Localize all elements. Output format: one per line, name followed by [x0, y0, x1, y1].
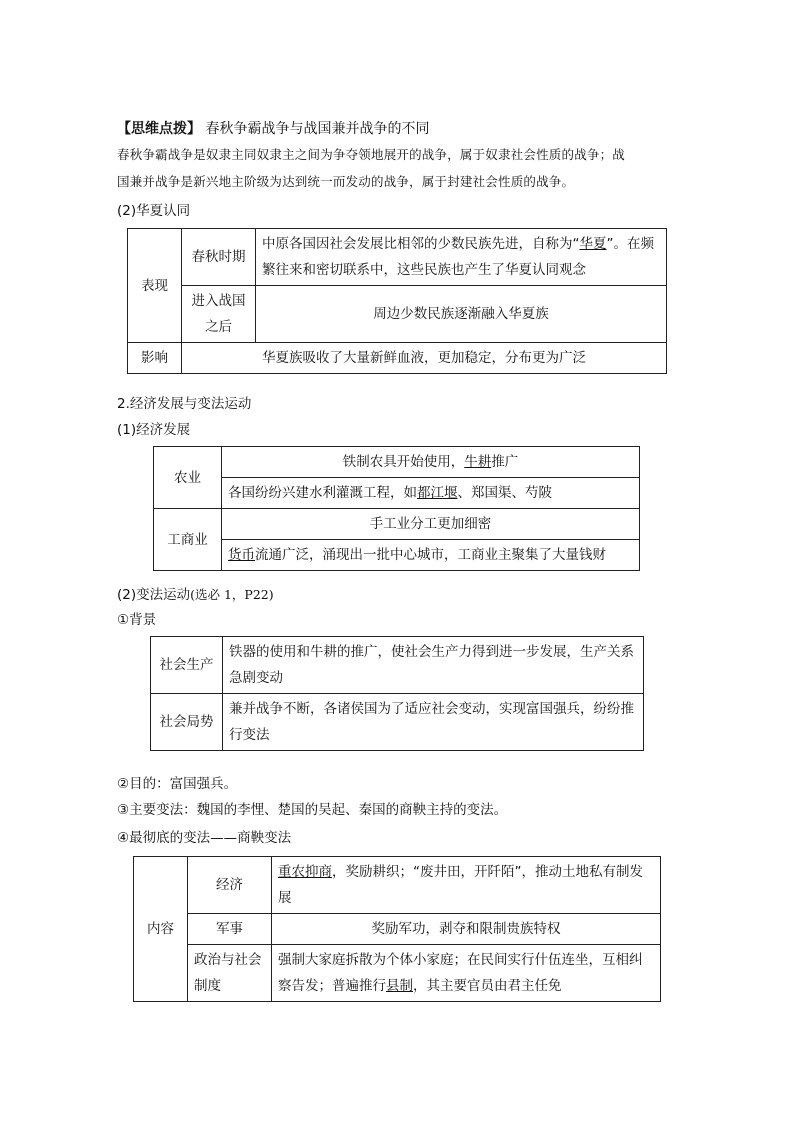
shehui-text: 铁器的使用和牛耕的推广，使社会生产力得到进一步发展，生产关系急剧变动: [223, 637, 644, 694]
huaxia-heading: (2)华夏认同: [117, 203, 191, 219]
section-title: 2.经济发展与变法运动: [117, 396, 252, 412]
xianzhi-keyword: 县制: [386, 978, 413, 994]
zhanguo-label: 进入战国之后: [182, 286, 256, 343]
jushi-label: 社会局势: [151, 694, 223, 751]
zhengzhi-text: 强制大家庭拆散为个体小家庭；在民间实行什伍连坐，互相纠察告发；普遍推行县制，其主要官员由君主任免: [272, 945, 661, 1002]
zhanguo-text: 周边少数民族逐渐融入华夏族: [256, 286, 667, 343]
biaoxian-cell: 表现: [128, 229, 182, 343]
gongshang-row-2: 货币流通广泛，涌现出一批中心城市，工商业主聚集了大量钱财: [222, 540, 640, 571]
neirong-label: 内容: [134, 857, 188, 1002]
jingji-label: 经济: [188, 857, 272, 914]
huaxia-keyword: 华夏: [579, 236, 607, 252]
chunqiu-label: 春秋时期: [182, 229, 256, 286]
junshi-label: 军事: [188, 914, 272, 945]
shangyang-heading: ④最彻底的变法——商鞅变法: [117, 830, 292, 846]
economy-heading: (1)经济发展: [117, 422, 191, 438]
huobi-keyword: 货币: [228, 547, 255, 563]
background-heading: ①背景: [117, 612, 157, 628]
zhengzhi-label: 政治与社会制度: [188, 945, 272, 1002]
shehui-label: 社会生产: [151, 637, 223, 694]
dujiangyan-keyword: 都江堰: [417, 485, 458, 501]
shangyang-table: [133, 856, 661, 1002]
jushi-text: 兼并战争不断，各诸侯国为了适应社会变动，实现富国强兵，纷纷推行变法: [223, 694, 644, 751]
goal-line: ②目的：富国强兵。: [117, 776, 238, 792]
tip-line-2: 国兼并战争是新兴地主阶级为达到统一而发动的战争，属于封建社会性质的战争。: [117, 174, 575, 189]
reform-reference: (选必 1，P22): [190, 587, 274, 602]
tip-title: 春秋争霸战争与战国兼并战争的不同: [205, 121, 430, 137]
niugeng-keyword: 牛耕: [464, 454, 492, 470]
gongshang-label: 工商业: [154, 509, 222, 571]
yingxiang-text: 华夏族吸收了大量新鲜血液，更加稳定，分布更为广泛: [182, 343, 667, 374]
tip-header: [117, 119, 429, 139]
gongshang-row-1: 手工业分工更加细密: [222, 509, 640, 540]
huaxia-table: [127, 228, 667, 374]
yingxiang-label: 影响: [128, 343, 182, 374]
nongye-row-2: 各国纷纷兴建水利灌溉工程，如都江堰、郑国渠、芍陂: [222, 478, 640, 509]
reform-heading: (2)变法运动(选必 1，P22): [117, 587, 274, 603]
nongye-row-1: 铁制农具开始使用，牛耕推广: [222, 447, 640, 478]
tip-label: 【思维点拨】: [117, 121, 201, 137]
main-reforms-line: ③主要变法：魏国的李悝、楚国的吴起、秦国的商鞅主持的变法。: [117, 802, 508, 818]
background-table: [150, 636, 644, 751]
economy-table: [153, 446, 640, 571]
tip-line-1: 春秋争霸战争是奴隶主同奴隶主之间为争夺领地展开的战争，属于奴隶社会性质的战争；战: [117, 147, 626, 162]
nongye-label: 农业: [154, 447, 222, 509]
chunqiu-text: 中原各国因社会发展比相邻的少数民族先进，自称为“华夏”。在频繁往来和密切联系中，这些民族也产生了华夏认同观念: [256, 229, 667, 286]
zhongnong-keyword: 重农抑商: [278, 864, 332, 880]
junshi-text: 奖励军功，剥夺和限制贵族特权: [272, 914, 661, 945]
jingji-text: 重农抑商，奖励耕织；“废井田，开阡陌”，推动土地私有制发展: [272, 857, 661, 914]
